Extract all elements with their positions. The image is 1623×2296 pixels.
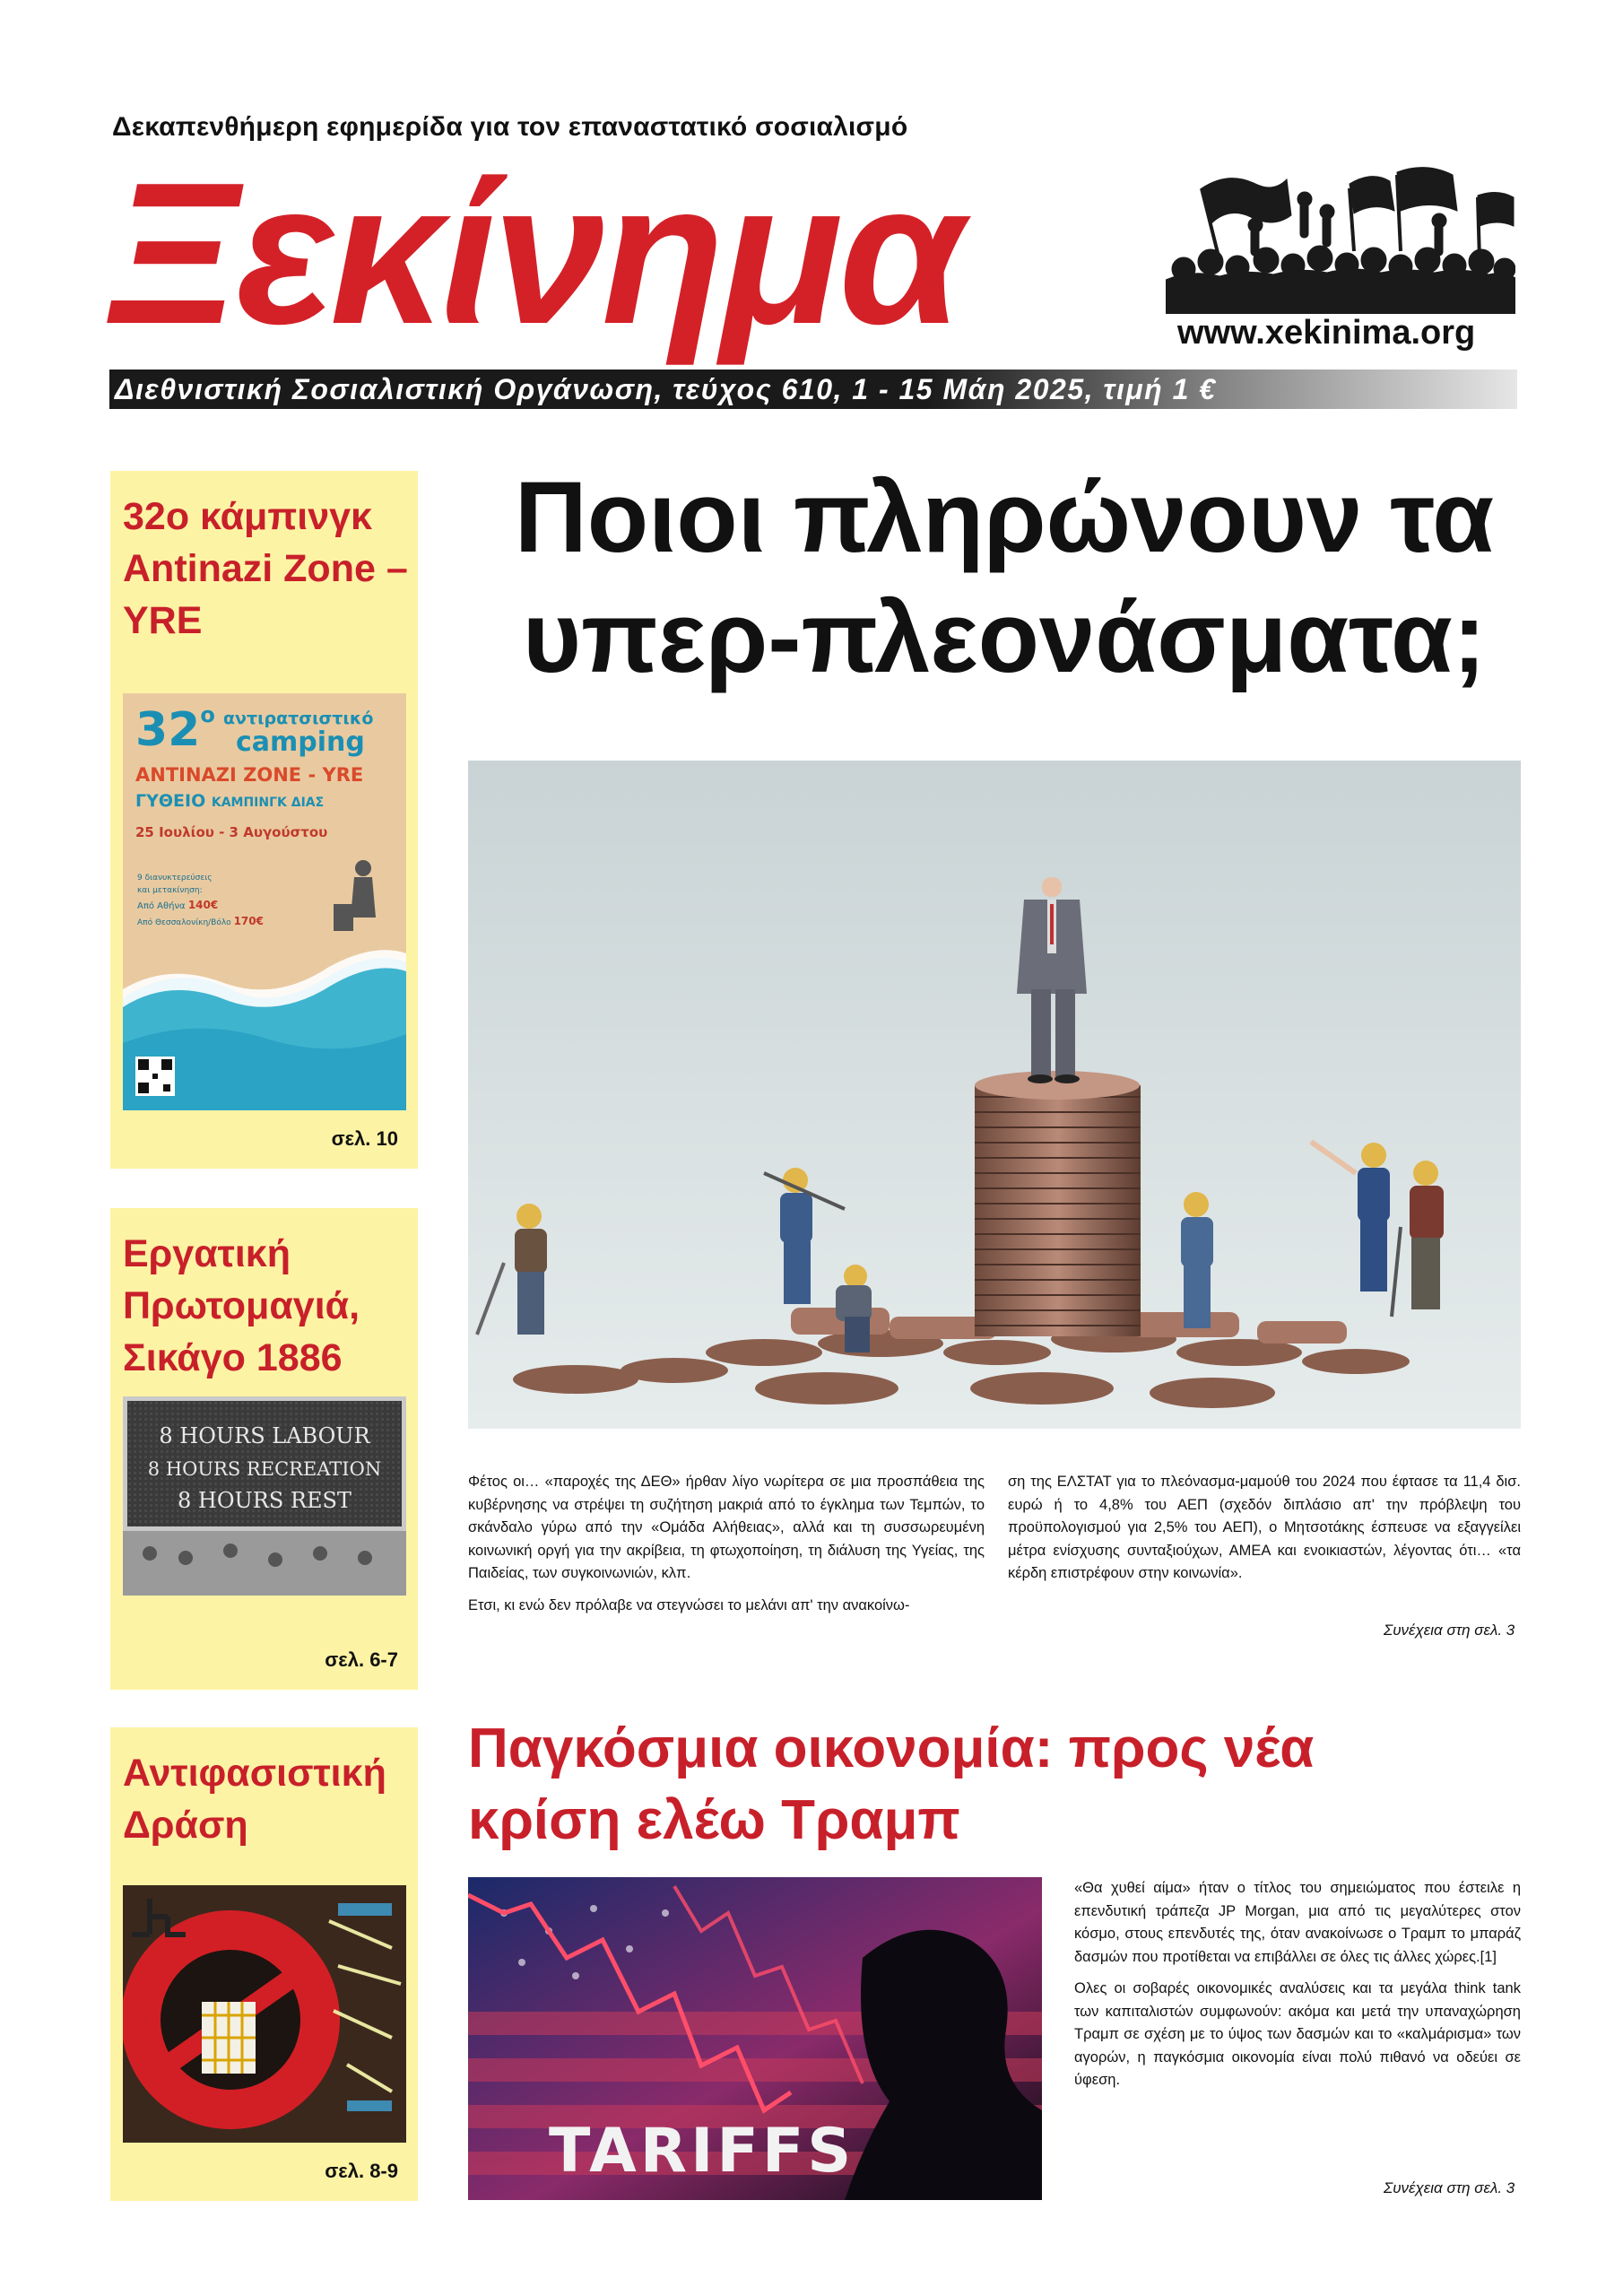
- lead-col2-para-1: ση της ΕΛΣΤΑΤ για το πλεόνασμα-μαμούθ του 2024 που έφτασε τα 11,4 δισ. ευρώ ή το 4,8% του ΑΕΠ (σχεδόν διπλάσιο απ' την πρόβλεψη του προϋπολογισμού για 2,5% του ΑΕΠ), ο Μητσοτάκης έσπευσε να εξαγγείλει μέτρα ενίσχυσης συνταξιούχων, ΑΜΕΑ και ενοικιαστών, λέγοντας ότι… «τα κέρδη επιστρέφουν στην κοινωνία».: [1008, 1474, 1521, 1581]
- lead-text-column-2: [1008, 1471, 1521, 1595]
- second-headline[interactable]: Παγκόσμια οικονομία: προς νέα κρίση ελέω Τραμπ: [468, 1718, 1315, 1851]
- sidebar-mayday-page: σελ. 6-7: [325, 1648, 398, 1671]
- tariffs-image-text: TARIFFS: [549, 2116, 855, 2187]
- protest-crowd-icon: [1166, 161, 1515, 314]
- poster-number: $32^o$: [135, 702, 215, 757]
- camping-poster-art: [123, 693, 406, 1110]
- sidebar-antifa-page: σελ. 8-9: [325, 2160, 398, 2182]
- svg-text:ANTINAZI ZONE - YRE: ANTINAZI ZONE - YRE: [135, 764, 364, 786]
- sidebar-antifa-title: Αντιφασιστική Δράση: [123, 1752, 386, 1847]
- svg-text:ΓΥΘΕΙΟ ΚΑΜΠΙΝΓΚ ΔΙΑΣ: ΓΥΘΕΙΟ ΚΑΜΠΙΝΓΚ ΔΙΑΣ: [135, 791, 325, 811]
- banner-line-1: 8 HOURS LABOUR: [159, 1423, 370, 1448]
- tagline: Δεκαπενθήμερη εφημερίδα για τον επαναστατικό σοσιαλισμό: [112, 112, 908, 142]
- lead-photo-coins-figurines: [468, 761, 1521, 1429]
- tariffs-photo: [468, 1877, 1042, 2200]
- lead-col1-para-2: Ετσι, κι ενώ δεν πρόλαβε να στεγνώσει το μελάνι απ' την ανακοίνω-: [468, 1596, 910, 1613]
- banner-line-3: 8 HOURS REST: [178, 1488, 352, 1513]
- sidebar-mayday-title: Εργατική Πρωτομαγιά, Σικάγο 1886: [123, 1232, 360, 1379]
- sidebar-camping[interactable]: [110, 471, 418, 1169]
- second-para-1: «Θα χυθεί αίμα» ήταν ο τίτλος του σημειώματος που έστειλε η επενδυτική τράπεζα JP Morgan, μια από τις μεγαλύτερες στον κόσμο, στους επενδυτές της, όταν ανακοίνωσε ο Τραμπ το μπαράζ δασμών που προτίθεται να επιβάλλει σε όλες τις άλλες χώρες.[1]: [1074, 1880, 1521, 1965]
- website-url[interactable]: www.xekinima.org: [1177, 314, 1476, 352]
- svg-text:και μετακίνηση:: και μετακίνηση:: [137, 886, 203, 895]
- svg-text:25 Ιουλίου - 3 Αυγούστου: 25 Ιουλίου - 3 Αυγούστου: [135, 824, 328, 840]
- sidebar-camping-title: 32ο κάμπινγκ Antinazi Zone – YRE: [123, 495, 408, 642]
- sidebar-antifa[interactable]: [110, 1727, 418, 2201]
- antifa-photo: [123, 1885, 406, 2143]
- issue-info-bar: Διεθνιστική Σοσιαλιστική Οργάνωση, τεύχος 610, 1 - 15 Μάη 2025, τιμή 1 €: [109, 370, 1517, 409]
- svg-text:Από Αθήνα 140€: Από Αθήνα 140€: [137, 899, 219, 911]
- sidebar-mayday[interactable]: [110, 1208, 418, 1690]
- lead-continued[interactable]: Συνέχεια στη σελ. 3: [1384, 1622, 1515, 1639]
- svg-text:9 διανυκτερεύσεις: 9 διανυκτερεύσεις: [137, 874, 213, 883]
- second-continued[interactable]: Συνέχεια στη σελ. 3: [1384, 2179, 1515, 2196]
- svg-text:camping: camping: [236, 726, 365, 758]
- banner-line-2: 8 HOURS RECREATION: [147, 1458, 382, 1480]
- lead-col1-para-1: Φέτος οι… «παροχές της ΔΕΘ» ήρθαν λίγο νωρίτερα σε μια προσπάθεια της κυβέρνησης να στρέψει τη συζήτηση μακριά από το έγκλημα των Τεμπών, το σκάνδαλο γύρω από την «Ομάδα Αλήθειας», αλλά και τη συσσωρευμένη κοινωνική οργή για την ακρίβεια, τη φτωχοποίηση, τη διάλυση της Υγείας, της Παιδείας, των συγκοινωνιών, κλπ.: [468, 1474, 985, 1581]
- sidebar-camping-page: σελ. 10: [331, 1127, 398, 1150]
- svg-text:Από Θεσσαλονίκη/Βόλο 170€: Από Θεσσαλονίκη/Βόλο 170€: [137, 915, 264, 927]
- mayday-banner-photo: [123, 1396, 406, 1596]
- lead-headline[interactable]: Ποιοι πληρώνουν τα υπερ-πλεονάσματα;: [514, 461, 1495, 693]
- svg-text:αντιρατσιστικό: αντιρατσιστικό: [223, 709, 374, 728]
- second-text-column: [1074, 1877, 1521, 2101]
- masthead-logo: Ξεκίνημα: [108, 140, 961, 366]
- camping-poster: [123, 693, 406, 1110]
- lead-text-column-1: [468, 1471, 985, 1626]
- second-para-2: Ολες οι σοβαρές οικονομικές αναλύσεις και τα μεγάλα think tank των καπιταλιστών συμφωνούν: ακόμα και μετά την υπαναχώρηση Τραμπ σε σχέση με το ύψος των δασμών και το «καλμάρισμα» των αγορών, η παγκόσμια οικονομία είναι πολύ πιθανό να οδεύει σε ύφεση.: [1074, 1980, 1521, 2088]
